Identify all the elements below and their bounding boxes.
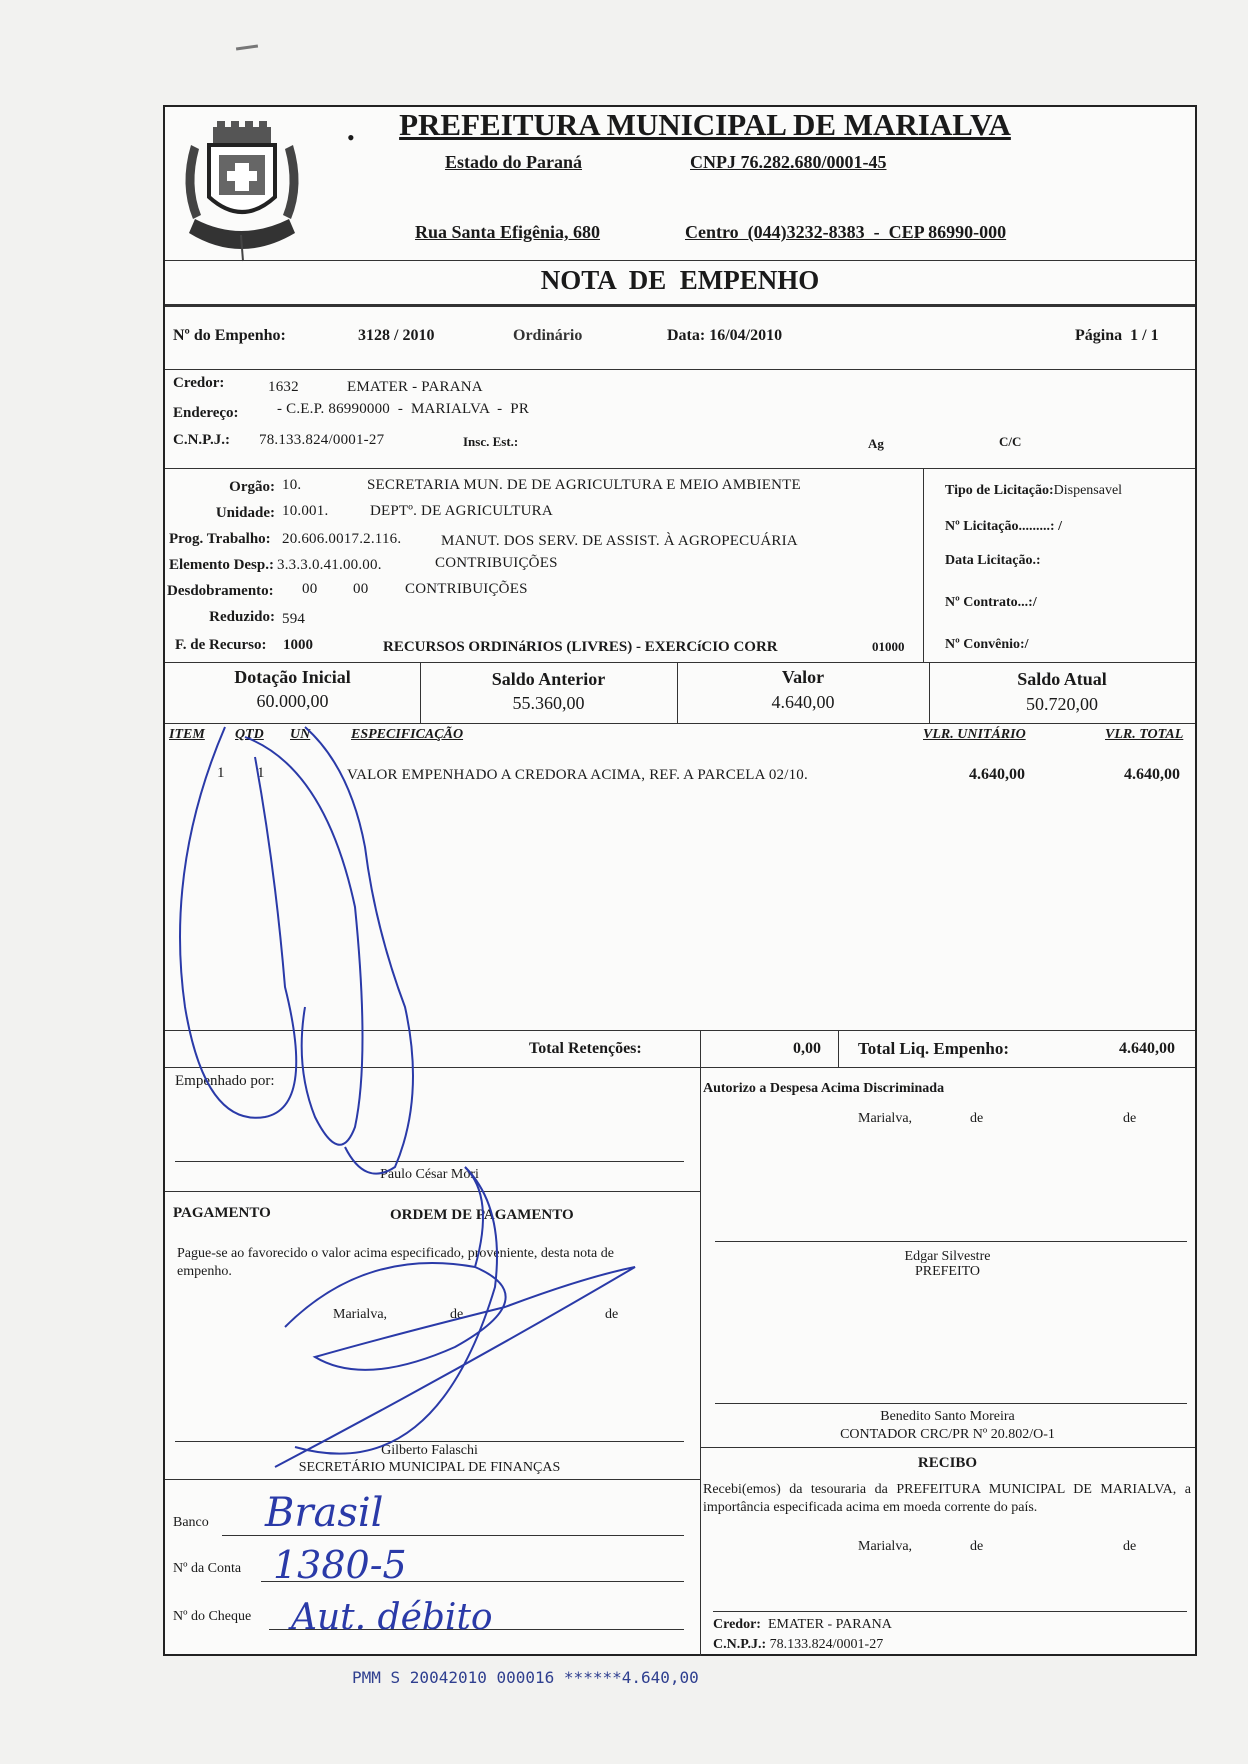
autorizo-de-2: de [1123,1111,1137,1126]
handwritten-cheque: Aut. débito [291,1597,493,1638]
saldo-anterior-label: Saldo Anterior [491,669,606,689]
recibo-de-1: de [970,1539,984,1554]
secretario-nome: Gilberto Falaschi [381,1443,478,1458]
autorizo-label: Autorizo a Despesa Acima Discriminada [703,1081,945,1096]
row-item: 1 [217,765,225,781]
numero-convenio: Nº Convênio:/ [945,637,1029,652]
recibo-cnpj-label: C.N.P.J.: [713,1637,767,1652]
unidade-label: Unidade: [215,505,275,521]
reduzido-value: 594 [282,611,306,627]
nota-de-empenho-document [163,105,1197,1656]
header-address: Rua Santa Efigênia, 680 [415,222,601,242]
prefeito-cargo: PREFEITO [914,1264,981,1279]
credor-address: - C.E.P. 86990000 - MARIALVA - PR [277,401,530,417]
prog-trabalho-code: 20.606.0017.2.116. [282,531,402,547]
orgao-code: 10. [282,477,302,493]
recibo-credor [713,1617,892,1633]
total-liq-value: 4.640,00 [1119,1040,1175,1057]
credor-cnpj-label: C.N.P.J.: [173,432,230,448]
page-number: Página 1 / 1 [1075,327,1159,344]
cc-label: C/C [999,434,1022,449]
reduzido-label: Reduzido: [209,609,275,625]
fonte-recurso-name: RECURSOS ORDINáRIOS (LIVRES) - EXERCíCIO CORR [383,639,778,655]
conta-label: Nº da Conta [173,1561,242,1576]
valor-label: Valor [781,667,825,687]
row-especificacao: VALOR EMPENHADO A CREDORA ACIMA, REF. A PARCELA 02/10. [347,767,808,783]
recibo-marialva: Marialva, [858,1539,913,1554]
elemento-desp-name: CONTRIBUIÇÕES [435,555,558,571]
numero-contrato: Nº Contrato...:/ [945,595,1037,610]
pagamento-label: PAGAMENTO [173,1205,271,1221]
insc-est-label: Insc. Est.: [463,434,519,449]
dotacao-inicial-value: 60.000,00 [256,691,329,711]
row-qtd: 1 [257,765,265,781]
header-bullet: • [347,125,355,150]
handwritten-conta: 1380-5 [273,1543,407,1587]
tipo-licitacao-label [945,483,1122,499]
empenho-date: Data: 16/04/2010 [667,327,783,344]
elemento-desp-label: Elemento Desp.: [169,557,274,573]
fonte-recurso-code-2: 01000 [872,639,905,654]
desdobramento-name: CONTRIBUIÇÕES [405,581,528,597]
recibo-credor-label: Credor: [713,1617,761,1632]
desdobramento-code-1: 00 [302,581,318,597]
saldo-atual-value: 50.720,00 [1026,694,1098,714]
ordem-pagamento-label: ORDEM DE PAGAMENTO [390,1207,574,1223]
header-contact: Centro (044)3232-8383 - CEP 86990-000 [685,222,1007,242]
header-un: UN [290,727,311,742]
orgao-name: SECRETARIA MUN. DE DE AGRICULTURA E MEIO AMBIENTE [367,477,801,493]
desdobramento-label: Desdobramento: [167,583,274,599]
prefeito-nome: Edgar Silvestre [904,1249,991,1264]
recibo-title: RECIBO [917,1455,978,1471]
recibo-text: Recebi(emos) da tesouraria da PREFEITURA MUNICIPAL DE MARIALVA, a importância especificada acima em moeda corrente do país. [703,1482,1191,1515]
credor-name: EMATER - PARANA [347,379,483,395]
credor-cnpj: 78.133.824/0001-27 [259,432,385,448]
total-retencoes-label: Total Retenções: [529,1040,642,1057]
valor-value: 4.640,00 [771,692,835,712]
saldo-atual-label: Saldo Atual [1017,669,1107,689]
dotacao-inicial-label: Dotação Inicial [234,667,351,687]
autorizo-de-1: de [970,1111,984,1126]
state-name: Estado do Paraná [445,152,583,172]
numero-licitacao: Nº Licitação.........: / [945,519,1062,534]
prog-trabalho-label: Prog. Trabalho: [169,531,271,547]
desdobramento-code-2: 00 [353,581,369,597]
empenho-number: 3128 / 2010 [358,327,435,344]
autorizo-marialva: Marialva, [858,1111,913,1126]
orgao-label: Orgão: [229,479,275,495]
recibo-cnpj [713,1637,883,1653]
recibo-credor-name: EMATER - PARANA [767,1617,892,1632]
scan-mark [236,44,258,50]
total-liq-label: Total Liq. Empenho: [858,1039,1009,1058]
ordem-marialva: Marialva, [333,1307,388,1322]
data-licitacao: Data Licitação.: [945,553,1041,568]
row-vlr-total: 4.640,00 [1124,766,1180,783]
credor-code: 1632 [268,379,299,395]
empenhado-por-nome: Paulo César Mori [380,1167,479,1182]
header-item: ITEM [169,727,205,742]
header-cnpj: CNPJ 76.282.680/0001-45 [690,152,887,172]
contador-nome: Benedito Santo Moreira [880,1409,1015,1424]
recibo-de-2: de [1123,1539,1137,1554]
empenhado-por-label: Empenhado por: [175,1073,275,1089]
recibo-cnpj-value: 78.133.824/0001-27 [769,1637,884,1652]
unidade-code: 10.001. [282,503,329,519]
cheque-label: Nº do Cheque [173,1609,252,1624]
secretario-cargo: SECRETÁRIO MUNICIPAL DE FINANÇAS [298,1460,561,1475]
endereco-label: Endereço: [173,405,239,421]
contador-cargo: CONTADOR CRC/PR Nº 20.802/O-1 [840,1427,1055,1442]
document-title: NOTA DE EMPENHO [540,265,820,295]
total-retencoes-value: 0,00 [793,1040,821,1057]
tipo-licitacao-value: Dispensavel [1053,483,1123,498]
header-vlr-unitario: VLR. UNITÁRIO [923,727,1026,742]
prog-trabalho-name: MANUT. DOS SERV. DE ASSIST. À AGROPECUÁRIA [441,533,798,549]
prefeitura-title: PREFEITURA MUNICIPAL DE MARIALVA [399,107,1011,142]
ordem-de-2: de [605,1307,619,1322]
unidade-name: DEPTº. DE AGRICULTURA [370,503,553,519]
tipo-licitacao-label-text: Tipo de Licitação: [945,483,1054,498]
banco-label: Banco [173,1515,209,1530]
ag-label: Ag [868,436,884,451]
header-vlr-total: VLR. TOTAL [1105,727,1184,742]
empenho-type: Ordinário [513,327,583,344]
row-vlr-unitario: 4.640,00 [969,766,1025,783]
credor-label: Credor: [173,375,225,391]
ordem-de-1: de [450,1307,464,1322]
pague-se-text: Pague-se ao favorecido o valor acima especificado, proveniente, desta nota de empenho. [177,1246,614,1279]
mechanical-stamp: PMM S 20042010 000016 ******4.640,00 [352,1668,699,1687]
empenho-number-label: Nº do Empenho: [173,327,286,344]
handwritten-banco: Brasil [265,1490,384,1536]
coat-of-arms-icon [171,115,313,263]
elemento-desp-code: 3.3.3.0.41.00.00. [277,557,382,573]
header-especificacao: ESPECIFICAÇÃO [351,727,464,742]
header-qtd: QTD [235,727,264,742]
fonte-recurso-label: F. de Recurso: [175,637,267,653]
fonte-recurso-code: 1000 [283,637,313,653]
saldo-anterior-value: 55.360,00 [512,693,585,713]
